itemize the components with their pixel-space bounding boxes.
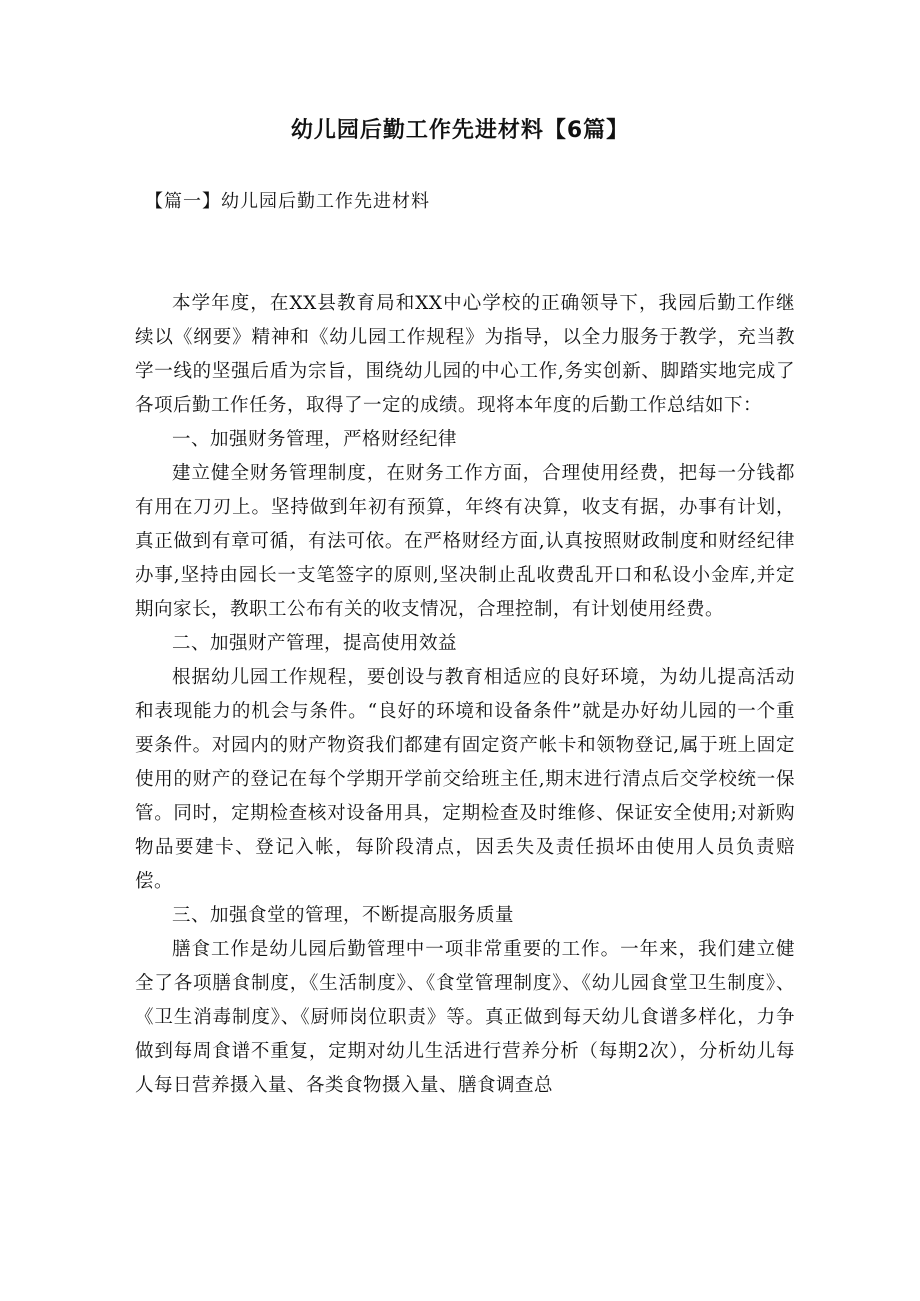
property-paragraph: 根据幼儿园工作规程，要创设与教育相适应的良好环境，为幼儿提高活动和表现能力的机会与条件。“良好的环境和设备条件”就是办好幼儿园的一个重要条件。对园内的财产物资我们都建有固定资产帐卡和领物登记,属于班上固定使用的财产的登记在每个学期开学前交给班主任,期末进行清点后交学校统一保管。同时，定期检查核对设备用具，定期检查及时维修、保证安全使用;对新购物品要建卡、登记入帐，每阶段清点，因丢失及责任损坏由使用人员负责赔偿。: [135, 667, 795, 892]
section-heading: 【篇一】幼儿园后勤工作先进材料: [145, 191, 430, 212]
canteen-paragraph: 膳食工作是幼儿园后勤管理中一项非常重要的工作。一年来，我们建立健全了各项膳食制度，《生活制度》、《食堂管理制度》、《幼儿园食堂卫生制度》、《卫生消毒制度》、《厨师岗位职责》等。真正做到每天幼儿食谱多样化，力争做到每周食谱不重复，定期对幼儿生活进行营养分析（每期2次），分析幼儿每人每日营养摄入量、各类食物摄入量、膳食调查总: [135, 939, 795, 1096]
document-body: [135, 287, 795, 1103]
intro-paragraph: 本学年度，在XX县教育局和XX中心学校的正确领导下，我园后勤工作继续以《纲要》精神和《幼儿园工作规程》为指导，以全力服务于教学，充当教学一线的坚强后盾为宗旨，围绕幼儿园的中心工作,务实创新、脚踏实地完成了各项后勤工作任务，取得了一定的成绩。现将本年度的后勤工作总结如下：: [135, 293, 795, 416]
subheading-property: 二、加强财产管理，提高使用效益: [172, 633, 458, 654]
subheading-canteen: 三、加强食堂的管理，不断提高服务质量: [172, 905, 515, 926]
document-title: 幼儿园后勤工作先进材料【6篇】: [290, 118, 630, 143]
subheading-finance: 一、加强财务管理，严格财经纪律: [172, 429, 458, 450]
finance-paragraph: 建立健全财务管理制度，在财务工作方面，合理使用经费，把每一分钱都有用在刀刃上。坚持做到年初有预算，年终有决算，收支有据，办事有计划，真正做到有章可循，有法可依。在严格财经方面,认真按照财政制度和财经纪律办事,坚持由园长一支笔签字的原则,坚决制止乱收费乱开口和私设小金库,并定期向家长，教职工公布有关的收支情况，合理控制，有计划使用经费。: [135, 463, 795, 620]
